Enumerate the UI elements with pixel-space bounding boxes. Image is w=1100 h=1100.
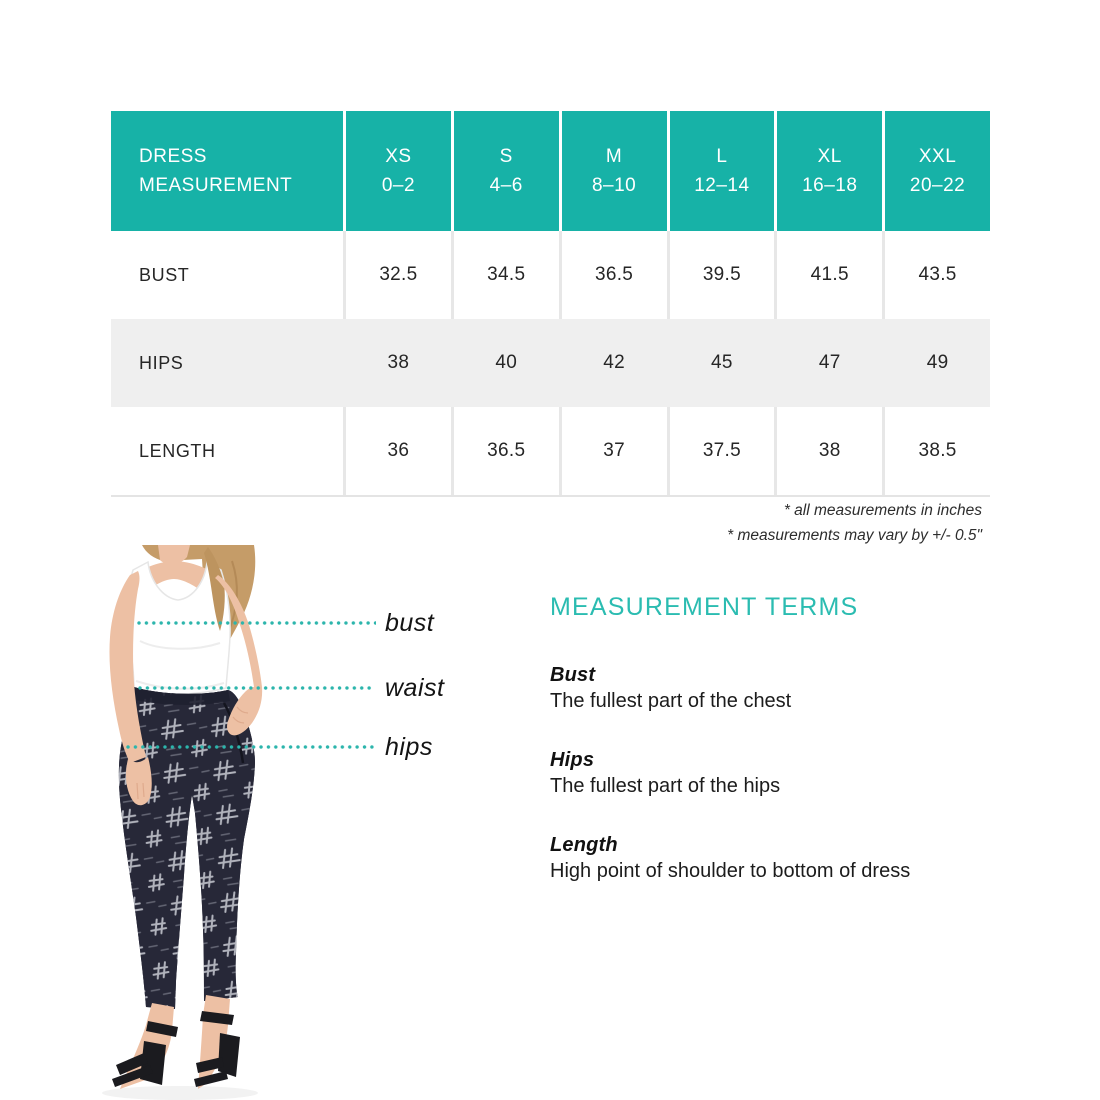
size-name: S [499, 146, 513, 167]
measurement-value-cell: 32.5 [346, 231, 451, 319]
hips-measurement-line [126, 745, 377, 749]
measurement-value-cell: 37.5 [670, 407, 775, 495]
size-range: 16–18 [802, 175, 858, 196]
row-label: HIPS [111, 319, 343, 407]
measurement-value-cell: 39.5 [670, 231, 775, 319]
model-illustration [100, 545, 340, 1100]
table-title-line2: MEASUREMENT [139, 175, 293, 196]
size-name: XXL [918, 146, 957, 167]
term-definition: High point of shoulder to bottom of dress [550, 860, 911, 882]
term-name: Hips [550, 749, 595, 771]
size-range: 0–2 [381, 175, 416, 196]
size-column-header-l [670, 111, 775, 231]
measurement-value-cell: 36.5 [454, 407, 559, 495]
row-label: LENGTH [111, 407, 343, 495]
model-shoes [112, 995, 240, 1089]
measurement-value-cell: 36 [346, 407, 451, 495]
measurement-value-cell: 37 [562, 407, 667, 495]
table-row-length [111, 407, 990, 495]
measurement-value-cell: 42 [562, 319, 667, 407]
size-column-header-m [562, 111, 667, 231]
size-chart-table [111, 111, 990, 497]
measurement-value-cell: 34.5 [454, 231, 559, 319]
measurement-terms-section [550, 592, 1020, 917]
row-label: BUST [111, 231, 343, 319]
waist-line-label: waist [385, 674, 445, 702]
size-range: 20–22 [909, 175, 966, 196]
size-column-header-s [454, 111, 559, 231]
floor-shadow [102, 1086, 258, 1100]
waist-measurement-line [138, 686, 374, 690]
footnotes [727, 499, 982, 548]
size-name: XS [385, 146, 412, 167]
term-name: Bust [550, 664, 596, 686]
measurement-value-cell: 38 [346, 319, 451, 407]
measurement-value-cell: 38 [777, 407, 882, 495]
size-name: XL [817, 146, 842, 167]
size-column-header-xs [346, 111, 451, 231]
size-name: L [716, 146, 728, 167]
term-definition: The fullest part of the chest [550, 690, 792, 712]
footnote-units: * all measurements in inches [783, 502, 982, 519]
term-item-bust [550, 662, 1020, 714]
measurement-value-cell: 41.5 [777, 231, 882, 319]
table-title-line1: DRESS [139, 146, 207, 167]
bust-measurement-line [137, 621, 376, 625]
table-row-bust [111, 231, 990, 319]
size-column-header-xl [777, 111, 882, 231]
measurement-value-cell: 43.5 [885, 231, 990, 319]
measurement-value-cell: 40 [454, 319, 559, 407]
size-name: M [605, 146, 623, 167]
measurement-value-cell: 38.5 [885, 407, 990, 495]
size-range: 8–10 [591, 175, 637, 196]
term-name: Length [550, 834, 618, 856]
hips-line-label: hips [385, 733, 433, 761]
table-row-hips [111, 319, 990, 407]
size-range: 4–6 [489, 175, 523, 196]
measurement-value-cell: 45 [670, 319, 775, 407]
table-header-row [111, 111, 990, 231]
table-title-cell [111, 111, 343, 231]
size-column-header-xxl [885, 111, 990, 231]
footnote-tolerance: * measurements may vary by +/- 0.5" [727, 526, 982, 544]
measurement-value-cell: 49 [885, 319, 990, 407]
term-item-length [550, 832, 1020, 884]
measurement-value-cell: 47 [777, 319, 882, 407]
measurement-value-cell: 36.5 [562, 231, 667, 319]
term-definition: The fullest part of the hips [550, 775, 781, 797]
bust-line-label: bust [385, 609, 435, 637]
model-photo [100, 545, 340, 1100]
term-item-hips [550, 747, 1020, 799]
terms-heading: MEASUREMENT TERMS [550, 593, 859, 621]
size-range: 12–14 [694, 175, 750, 196]
